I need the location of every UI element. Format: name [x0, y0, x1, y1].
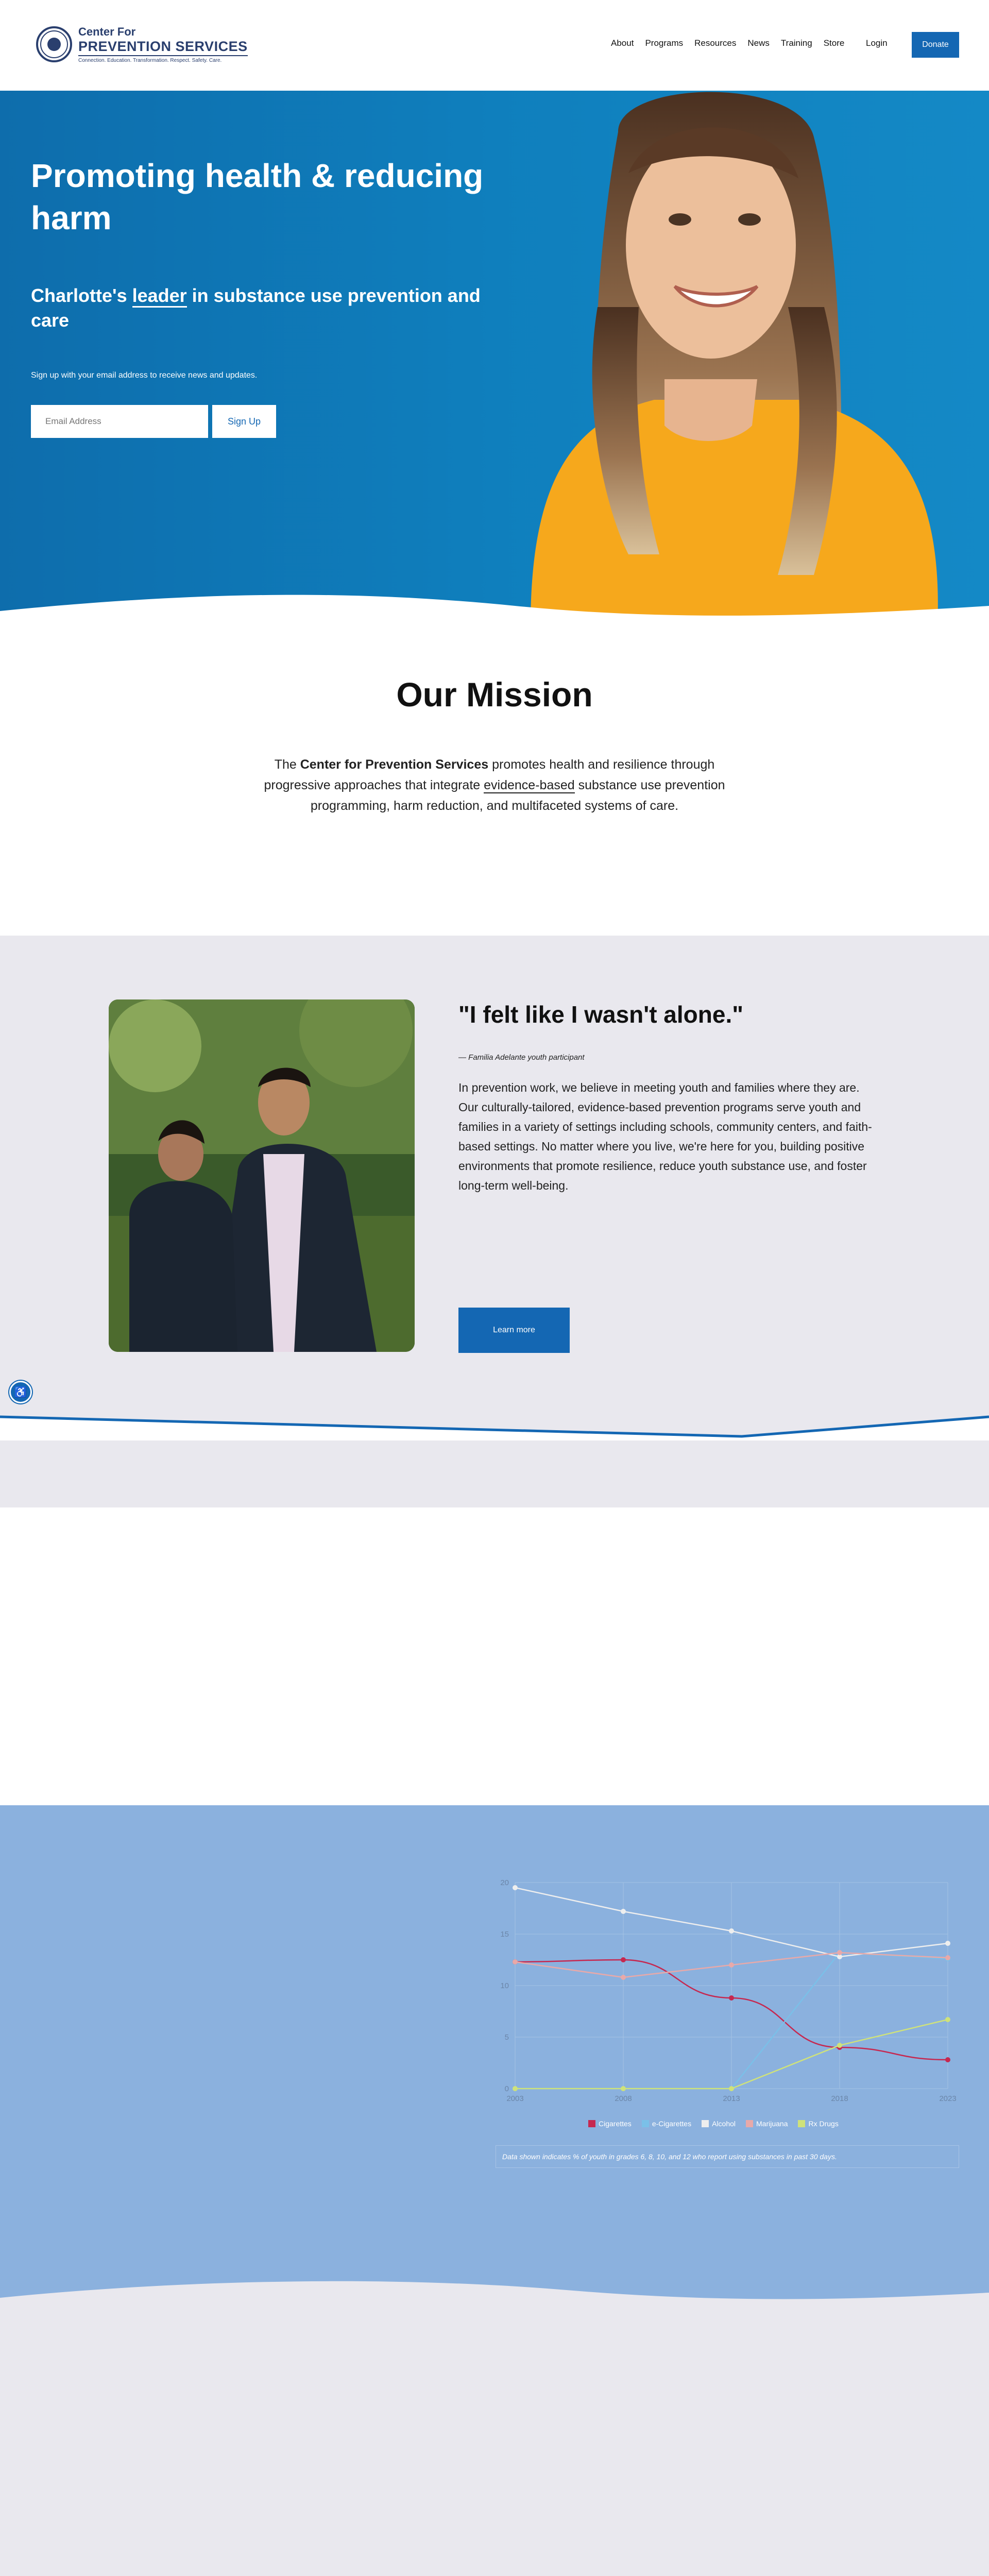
- legend-label: Marijuana: [756, 2120, 788, 2128]
- login-link[interactable]: Login: [866, 38, 888, 48]
- donate-button[interactable]: Donate: [912, 32, 959, 58]
- y-tick-label: 5: [504, 2033, 509, 2042]
- evidence-based-link[interactable]: evidence-based: [484, 778, 575, 792]
- data-point: [513, 2086, 518, 2091]
- legend-swatch: [588, 2120, 595, 2127]
- hero-wave: [0, 590, 989, 632]
- legend-item[interactable]: [642, 2120, 691, 2128]
- chart-note: Data shown indicates % of youth in grades 6, 8, 10, and 12 who report using substances in past 30 days.: [496, 2145, 959, 2168]
- legend-label: Alcohol: [712, 2120, 736, 2128]
- y-tick-label: 15: [500, 1930, 509, 1939]
- testimonial-body: In prevention work, we believe in meeting youth and families where they are. Our culturally-tailored, evidence-based prevention programs serve youth and families in a variety of settings including schools, community centers, and faith-based settings. No matter where you live, we're here for you, building positive environments that promote resilience, reduce youth substance use, and foster long-term well-being.: [458, 1081, 872, 1192]
- data-point: [729, 2086, 734, 2091]
- chart-legend: [588, 2120, 839, 2128]
- signup-text: Sign up with your email address to receive news and updates.: [31, 371, 258, 380]
- nav-programs[interactable]: Programs: [645, 38, 684, 48]
- nav-store[interactable]: Store: [823, 38, 845, 48]
- legend-swatch: [746, 2120, 753, 2127]
- y-tick-label: 20: [500, 1878, 509, 1887]
- hero-photo: [510, 91, 989, 626]
- data-point: [729, 1928, 734, 1934]
- data-point: [945, 1941, 950, 1946]
- data-point: [945, 2057, 950, 2062]
- substance-use-chart: [489, 1872, 958, 2114]
- hero-section: [0, 91, 989, 626]
- logo[interactable]: [36, 23, 248, 66]
- legend-label: Cigarettes: [599, 2120, 632, 2128]
- testimonial-wave-divider: [0, 1410, 989, 1440]
- learn-more-button[interactable]: Learn more: [458, 1308, 570, 1353]
- legend-label: e-Cigarettes: [652, 2120, 692, 2128]
- nav-news[interactable]: News: [747, 38, 770, 48]
- data-point: [621, 2086, 626, 2091]
- testimonial-quote: "I felt like I wasn't alone.": [458, 1001, 744, 1028]
- data-point: [621, 1909, 626, 1914]
- x-tick-label: 2013: [723, 2094, 740, 2103]
- data-point: [837, 2043, 842, 2048]
- legend-item[interactable]: [746, 2120, 788, 2128]
- data-point: [513, 1885, 518, 1890]
- logo-tagline: Connection. Education. Transformation. Respect. Safety. Care.: [78, 55, 248, 63]
- data-point: [621, 1975, 626, 1980]
- empty-section: [0, 1507, 989, 1805]
- site-header: [0, 0, 989, 91]
- mission-text: The Center for Prevention Services promotes health and resilience through progressive approaches that integrate evidence-based substance use prevention programming, harm reduction, and multifaceted systems of care.: [264, 757, 725, 813]
- data-point: [621, 1957, 626, 1962]
- data-point: [729, 1995, 734, 2001]
- logo-line2: PREVENTION SERVICES: [78, 39, 248, 54]
- legend-item[interactable]: [702, 2120, 736, 2128]
- logo-seal-icon: [36, 26, 72, 62]
- data-point: [729, 1962, 734, 1968]
- leader-link[interactable]: leader: [132, 285, 187, 308]
- testimonial-photo: [109, 999, 415, 1352]
- hero-title: Promoting health & reducing harm: [31, 157, 484, 236]
- nav-training[interactable]: Training: [780, 38, 812, 48]
- hero-subtitle: Charlotte's leader in substance use prevention and care: [31, 285, 481, 331]
- x-tick-label: 2008: [615, 2094, 632, 2103]
- legend-item[interactable]: [798, 2120, 838, 2128]
- nav-about[interactable]: About: [611, 38, 634, 48]
- nav-resources[interactable]: Resources: [694, 38, 737, 48]
- x-tick-label: 2023: [939, 2094, 957, 2103]
- legend-label: Rx Drugs: [808, 2120, 839, 2128]
- mission-section: [0, 626, 989, 936]
- y-tick-label: 10: [500, 1981, 509, 1990]
- data-point: [945, 2017, 950, 2022]
- legend-swatch: [702, 2120, 709, 2127]
- email-input[interactable]: [31, 405, 208, 438]
- mission-title: Our Mission: [396, 675, 593, 714]
- signup-button[interactable]: Sign Up: [212, 405, 276, 438]
- gray-section: [0, 2303, 989, 2576]
- logo-line1: Center For: [78, 25, 136, 38]
- legend-swatch: [642, 2120, 649, 2127]
- data-point: [945, 1955, 950, 1960]
- accessibility-icon[interactable]: ♿: [9, 1381, 32, 1403]
- y-tick-label: 0: [504, 2084, 509, 2093]
- legend-item[interactable]: [588, 2120, 632, 2128]
- main-nav: [611, 38, 844, 48]
- testimonial-attribution: — Familia Adelante youth participant: [458, 1053, 585, 1062]
- x-tick-label: 2003: [506, 2094, 524, 2103]
- data-point: [837, 1950, 842, 1955]
- legend-swatch: [798, 2120, 805, 2127]
- x-tick-label: 2018: [831, 2094, 848, 2103]
- data-point: [513, 1959, 518, 1964]
